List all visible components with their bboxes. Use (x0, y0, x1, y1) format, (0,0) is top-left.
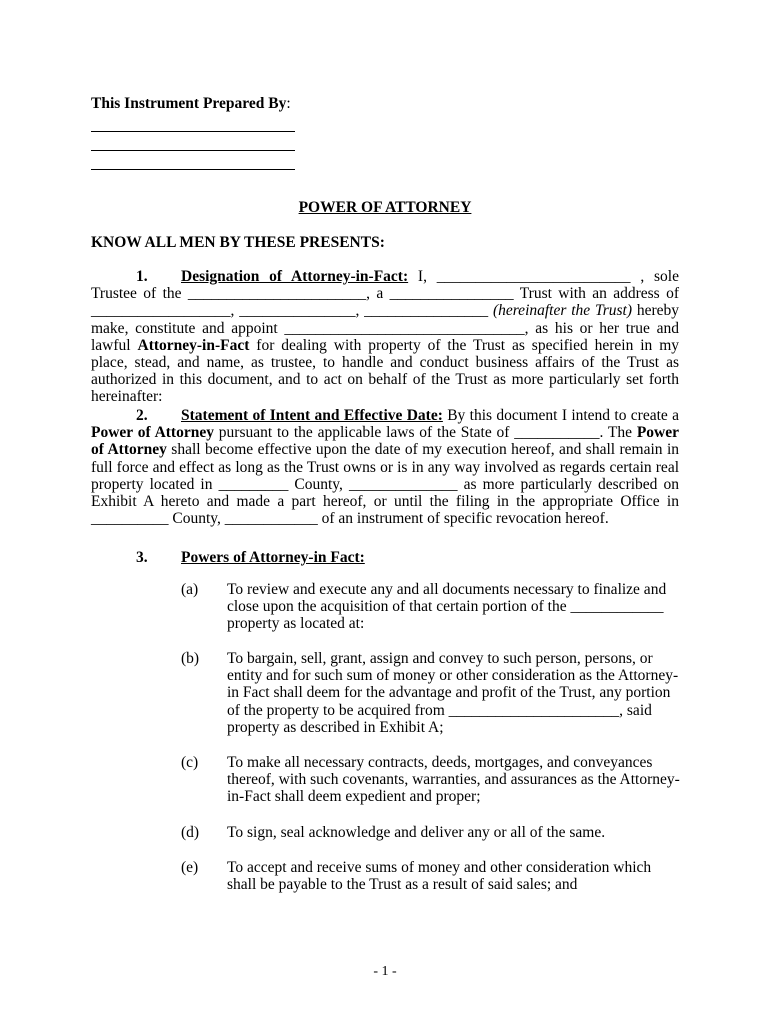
power-letter: (d) (181, 824, 200, 841)
section-1-text-4: Attorney-in-Fact (137, 336, 250, 354)
prepared-by-line-1 (91, 113, 295, 132)
power-text: To review and execute any and all documents necessary to finalize and close upon the acquisition of that certain portion of the ____________ property as located at: (227, 581, 667, 633)
section-2-text-2: Power of Attorney (91, 424, 214, 442)
prepared-by-label: This Instrument Prepared By (91, 95, 287, 112)
power-text: To bargain, sell, grant, assign and convey to such person, persons, or entity and for such sum of money or other consideration as the Attorney-in Fact shall deem for the advantage and profit of the Trust, any portion of the property to be acquired from ______________________, said property as described in Exhibit A; (227, 650, 679, 736)
power-letter: (c) (181, 754, 199, 771)
know-all-heading: KNOW ALL MEN BY THESE PRESENTS: (91, 234, 385, 251)
section-2-text-1: By this document I intend to create a (442, 407, 679, 424)
prepared-by-label-line (91, 94, 295, 113)
page-number: - 1 - (373, 964, 397, 979)
prepared-by-colon: : (286, 95, 291, 112)
section-1-text-2: (hereinafter the Trust) (492, 302, 633, 320)
power-text: To sign, seal acknowledge and deliver any or all of the same. (227, 824, 606, 841)
section-1-text-1: I, _________________________ , sole Trustee of the _______________________, a ________________ Trust with an address of __________________, _______________, ________________ (91, 268, 679, 320)
section-2-text-4: Power of Attorney (91, 424, 680, 459)
prepared-by-line-3 (91, 151, 295, 170)
section-2-heading: Statement of Intent and Effective Date: (181, 407, 443, 424)
section-2 (91, 407, 679, 527)
section-1-text-3: hereby make, constitute and appoint _______________________________, as his or her true and lawful (91, 302, 679, 354)
prepared-by-block (91, 94, 295, 170)
section-3 (136, 549, 365, 567)
section-1-text-5: for dealing with property of the Trust as specified herein in my place, stead, and name, as trustee, to handle and conduct business affairs of the Trust as authorized in this document, and to act on behalf of the Trust as more particularly set forth hereinafter: (91, 336, 679, 406)
power-text: To make all necessary contracts, deeds, mortgages, and conveyances thereof, with such covenants, warranties, and assurances as the Attorney-in-Fact shall deem expedient and proper; (227, 754, 680, 806)
section-1 (91, 268, 679, 406)
power-text: To accept and receive sums of money and other consideration which shall be payable to the Trust as a result of said sales; and (227, 859, 652, 894)
power-letter: (b) (181, 650, 200, 667)
section-1-heading: Designation of Attorney-in-Fact: (181, 268, 409, 285)
section-1-number: 1. (136, 268, 148, 285)
section-2-number: 2. (136, 407, 148, 424)
section-3-number: 3. (136, 549, 148, 566)
prepared-by-line-2 (91, 132, 295, 151)
power-letter: (e) (181, 859, 199, 876)
power-letter: (a) (181, 581, 199, 598)
section-2-text-5: shall become effective upon the date of my execution hereof, and shall remain in full force and effect as long as the Trust owns or is in any way involved as regards certain real property located in _________ County, ______________ as more particularly described on Exhibit A hereto and made a part hereof, or until the filing in the appropriate Office in __________ County, ____________ of an instrument of specific revocation hereof. (91, 441, 679, 528)
section-2-text-3: pursuant to the applicable laws of the State of ___________. The (213, 424, 637, 442)
document-title: POWER OF ATTORNEY (298, 199, 472, 216)
section-3-heading: Powers of Attorney-in Fact: (181, 549, 365, 566)
